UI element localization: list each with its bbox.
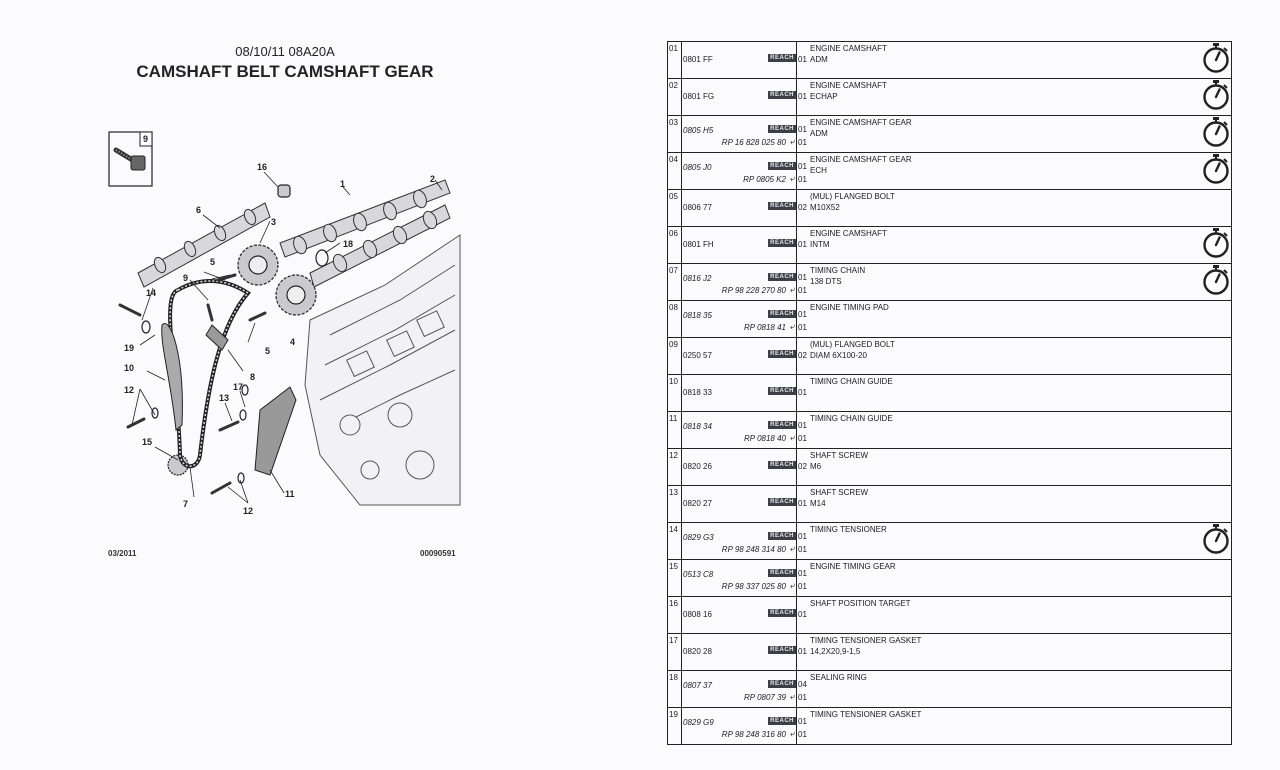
part-description: SHAFT SCREW <box>810 451 869 460</box>
stopwatch-icon <box>1202 228 1230 263</box>
description-cell <box>796 338 1231 374</box>
table-row[interactable] <box>668 338 1231 375</box>
replacement-reference[interactable]: RP 0818 40 <box>744 434 786 443</box>
replacement-quantity: 01 <box>798 138 807 147</box>
table-row[interactable] <box>668 486 1231 523</box>
callout-14: 14 <box>146 288 157 298</box>
reach-badge: REACH <box>770 610 794 616</box>
callout-19: 19 <box>124 343 135 353</box>
reach-badge: REACH <box>770 388 794 394</box>
index-cell <box>668 597 682 633</box>
row-index: 03 <box>669 118 678 127</box>
reach-badge: REACH <box>770 718 794 724</box>
reference-cell <box>681 301 797 337</box>
reference-cell <box>681 634 797 670</box>
table-row[interactable] <box>668 116 1231 153</box>
diagram-code: 00090591 <box>420 549 456 558</box>
description-cell <box>796 708 1231 744</box>
part-reference[interactable]: 0818 34 <box>683 422 712 431</box>
stopwatch-icon <box>1202 524 1230 559</box>
row-index: 01 <box>669 44 678 53</box>
quantity: 02 <box>798 351 807 360</box>
part-reference[interactable]: 0250 57 <box>683 351 712 360</box>
replacement-reference[interactable]: RP 0818 41 <box>744 323 786 332</box>
replacement-arrow-icon: ⤶ <box>789 728 795 738</box>
callout-13: 13 <box>219 393 230 403</box>
callout-10: 10 <box>124 363 135 373</box>
bolt-icon <box>116 150 145 170</box>
description-cell <box>796 79 1231 115</box>
table-row[interactable] <box>668 375 1231 412</box>
index-cell <box>668 264 682 300</box>
table-row[interactable] <box>668 190 1231 227</box>
part-description: TIMING CHAIN GUIDE <box>810 377 893 386</box>
part-specification: DIAM 6X100-20 <box>810 351 867 360</box>
replacement-quantity: 01 <box>798 545 807 554</box>
quantity: 04 <box>798 680 807 689</box>
reference-cell <box>681 708 797 744</box>
row-index: 05 <box>669 192 678 201</box>
part-reference[interactable]: 0829 G9 <box>683 718 714 727</box>
part-description: TIMING CHAIN <box>810 266 866 275</box>
row-index: 08 <box>669 303 678 312</box>
index-cell <box>668 634 682 670</box>
reach-badge: REACH <box>770 647 794 653</box>
callout-12b: 12 <box>243 506 254 516</box>
description-cell <box>796 375 1231 411</box>
part-reference[interactable]: 0816 J2 <box>683 274 712 283</box>
row-index: 13 <box>669 488 678 497</box>
table-row[interactable] <box>668 449 1231 486</box>
callout-9: 9 <box>183 273 189 283</box>
reach-badge: REACH <box>770 311 794 317</box>
part-description: ENGINE CAMSHAFT <box>810 229 887 238</box>
stopwatch-icon <box>1202 154 1230 189</box>
replacement-quantity: 01 <box>798 582 807 591</box>
quantity: 01 <box>798 569 807 578</box>
replacement-quantity: 01 <box>798 175 807 184</box>
callout-12a: 12 <box>124 385 135 395</box>
part-specification: 138 DTS <box>810 277 842 286</box>
reach-badge: REACH <box>770 92 794 98</box>
index-cell <box>668 523 682 559</box>
reference-cell <box>681 597 797 633</box>
index-cell <box>668 227 682 263</box>
callout-16: 16 <box>257 162 268 172</box>
quantity: 01 <box>798 55 807 64</box>
reference-cell <box>681 412 797 448</box>
row-index: 09 <box>669 340 678 349</box>
replacement-arrow-icon: ⤶ <box>789 691 795 701</box>
row-index: 11 <box>669 414 678 423</box>
row-index: 19 <box>669 710 678 719</box>
row-index: 17 <box>669 636 678 645</box>
table-row[interactable] <box>668 79 1231 116</box>
part-specification: ECHAP <box>810 92 838 101</box>
description-cell <box>796 153 1231 189</box>
part-description: TIMING TENSIONER GASKET <box>810 710 922 719</box>
reach-badge: REACH <box>770 274 794 280</box>
part-description: SHAFT POSITION TARGET <box>810 599 911 608</box>
row-index: 07 <box>669 266 678 275</box>
callout-5a: 5 <box>210 257 216 267</box>
part-specification: 14,2X20,9-1,5 <box>810 647 861 656</box>
index-cell <box>668 449 682 485</box>
quantity: 01 <box>798 647 807 656</box>
reference-cell <box>681 560 797 596</box>
part-description: ENGINE CAMSHAFT <box>810 44 887 53</box>
part-description: TIMING CHAIN GUIDE <box>810 414 893 423</box>
reach-badge: REACH <box>770 462 794 468</box>
reference-cell <box>681 116 797 152</box>
table-row[interactable] <box>668 523 1231 560</box>
reference-cell <box>681 153 797 189</box>
quantity: 01 <box>798 421 807 430</box>
reach-badge: REACH <box>770 240 794 246</box>
reach-badge: REACH <box>770 351 794 357</box>
parts-table <box>667 41 1232 745</box>
index-cell <box>668 42 682 78</box>
row-index: 02 <box>669 81 678 90</box>
part-reference[interactable]: 0829 G3 <box>683 533 714 542</box>
part-specification: ADM <box>810 129 828 138</box>
index-cell <box>668 338 682 374</box>
quantity: 01 <box>798 532 807 541</box>
table-row[interactable] <box>668 301 1231 338</box>
quantity: 02 <box>798 203 807 212</box>
diagram-date: 03/2011 <box>108 549 137 558</box>
part-description: ENGINE CAMSHAFT GEAR <box>810 118 912 127</box>
row-index: 04 <box>669 155 678 164</box>
quantity: 02 <box>798 462 807 471</box>
replacement-reference[interactable]: RP 98 248 316 80 <box>721 730 786 739</box>
reference-cell <box>681 338 797 374</box>
quantity: 01 <box>798 162 807 171</box>
part-description: TIMING TENSIONER <box>810 525 887 534</box>
callout-17: 17 <box>233 382 244 392</box>
row-index: 15 <box>669 562 678 571</box>
stopwatch-icon <box>1202 265 1230 300</box>
replacement-arrow-icon: ⤶ <box>789 432 795 442</box>
reach-badge: REACH <box>770 422 794 428</box>
replacement-reference[interactable]: RP 98 337 025 80 <box>721 582 786 591</box>
description-cell <box>796 301 1231 337</box>
quantity: 01 <box>798 388 807 397</box>
replacement-arrow-icon: ⤶ <box>789 173 795 183</box>
part-description: SHAFT SCREW <box>810 488 869 497</box>
description-cell <box>796 634 1231 670</box>
reference-cell <box>681 375 797 411</box>
replacement-arrow-icon: ⤶ <box>789 543 795 553</box>
part-specification: ECH <box>810 166 827 175</box>
index-cell <box>668 560 682 596</box>
callout-1: 1 <box>340 179 346 189</box>
part-reference[interactable]: 0820 26 <box>683 462 712 471</box>
table-row[interactable] <box>668 153 1231 190</box>
part-description: ENGINE TIMING GEAR <box>810 562 896 571</box>
description-cell <box>796 264 1231 300</box>
quantity: 01 <box>798 92 807 101</box>
table-row[interactable] <box>668 560 1231 597</box>
stopwatch-icon <box>1202 80 1230 115</box>
description-cell <box>796 486 1231 522</box>
part-specification: ADM <box>810 55 828 64</box>
row-index: 16 <box>669 599 678 608</box>
table-row[interactable] <box>668 597 1231 634</box>
part-reference[interactable]: 0801 FH <box>683 240 714 249</box>
row-index: 18 <box>669 673 678 682</box>
reach-badge: REACH <box>770 163 794 169</box>
callout-8: 8 <box>250 372 256 382</box>
table-row[interactable] <box>668 42 1231 79</box>
reference-cell <box>681 671 797 707</box>
reference-cell <box>681 227 797 263</box>
part-reference[interactable]: 0513 C8 <box>683 570 714 579</box>
description-cell <box>796 412 1231 448</box>
table-row[interactable] <box>668 708 1231 745</box>
replacement-arrow-icon: ⤶ <box>789 321 795 331</box>
replacement-reference[interactable]: RP 0805 K2 <box>743 175 786 184</box>
part-reference[interactable]: 0805 H5 <box>683 126 714 135</box>
reach-badge: REACH <box>770 570 794 576</box>
row-index: 12 <box>669 451 678 460</box>
table-row[interactable] <box>668 227 1231 264</box>
callout-11: 11 <box>285 489 295 499</box>
callout-2: 2 <box>430 174 436 184</box>
part-description: SEALING RING <box>810 673 867 682</box>
callout-6: 6 <box>196 205 202 215</box>
table-row[interactable] <box>668 671 1231 708</box>
part-description: ENGINE CAMSHAFT <box>810 81 887 90</box>
callout-5b: 5 <box>265 346 271 356</box>
diagram-date-code: 08/10/11 08A20A <box>235 44 335 59</box>
reach-badge: REACH <box>770 499 794 505</box>
index-cell <box>668 375 682 411</box>
replacement-quantity: 01 <box>798 434 807 443</box>
table-row[interactable] <box>668 412 1231 449</box>
reach-badge: REACH <box>770 203 794 209</box>
quantity: 01 <box>798 610 807 619</box>
index-cell <box>668 190 682 226</box>
index-cell <box>668 153 682 189</box>
replacement-quantity: 01 <box>798 323 807 332</box>
exploded-parts-diagram <box>100 125 470 525</box>
part-reference[interactable]: 0808 16 <box>683 610 712 619</box>
callout-4: 4 <box>290 337 296 347</box>
quantity: 01 <box>798 499 807 508</box>
reference-cell <box>681 190 797 226</box>
callout-18: 18 <box>343 239 354 249</box>
reference-cell <box>681 264 797 300</box>
part-reference[interactable]: 0818 33 <box>683 388 712 397</box>
part-specification: M14 <box>810 499 826 508</box>
quantity: 01 <box>798 717 807 726</box>
index-cell <box>668 116 682 152</box>
part-specification: M10X52 <box>810 203 840 212</box>
index-cell <box>668 708 682 744</box>
page-title: CAMSHAFT BELT CAMSHAFT GEAR <box>136 62 434 81</box>
part-description: ENGINE TIMING PAD <box>810 303 889 312</box>
reference-cell <box>681 486 797 522</box>
part-specification: M6 <box>810 462 822 471</box>
replacement-reference[interactable]: RP 16 828 025 80 <box>721 138 786 147</box>
reference-cell <box>681 449 797 485</box>
description-cell <box>796 449 1231 485</box>
part-specification: INTM <box>810 240 830 249</box>
replacement-reference[interactable]: RP 0807 39 <box>744 693 786 702</box>
replacement-reference[interactable]: RP 98 228 270 80 <box>721 286 786 295</box>
reach-badge: REACH <box>770 681 794 687</box>
part-reference[interactable]: 0801 FF <box>683 55 713 64</box>
part-reference[interactable]: 0805 J0 <box>683 163 712 172</box>
part-reference[interactable]: 0801 FG <box>683 92 715 101</box>
stopwatch-icon <box>1202 43 1230 78</box>
description-cell <box>796 523 1231 559</box>
part-reference[interactable]: 0807 37 <box>683 681 712 690</box>
callout-3: 3 <box>271 217 277 227</box>
quantity: 01 <box>798 240 807 249</box>
replacement-quantity: 01 <box>798 286 807 295</box>
reach-badge: REACH <box>770 126 794 132</box>
index-cell <box>668 412 682 448</box>
replacement-reference[interactable]: RP 98 248 314 80 <box>721 545 786 554</box>
replacement-quantity: 01 <box>798 693 807 702</box>
index-cell <box>668 486 682 522</box>
description-cell <box>796 190 1231 226</box>
part-reference[interactable]: 0820 27 <box>683 499 712 508</box>
part-reference[interactable]: 0818 35 <box>683 311 712 320</box>
replacement-quantity: 01 <box>798 730 807 739</box>
part-reference[interactable]: 0806 77 <box>683 203 712 212</box>
replacement-arrow-icon: ⤶ <box>789 284 795 294</box>
index-cell <box>668 79 682 115</box>
replacement-arrow-icon: ⤶ <box>789 580 795 590</box>
table-row[interactable] <box>668 634 1231 671</box>
stopwatch-icon <box>1202 117 1230 152</box>
row-index: 06 <box>669 229 678 238</box>
reach-badge: REACH <box>770 55 794 61</box>
callout-15: 15 <box>142 437 153 447</box>
description-cell <box>796 671 1231 707</box>
quantity: 01 <box>798 310 807 319</box>
row-index: 10 <box>669 377 678 386</box>
description-cell <box>796 560 1231 596</box>
part-description: ENGINE CAMSHAFT GEAR <box>810 155 912 164</box>
index-cell <box>668 671 682 707</box>
callout-7: 7 <box>183 499 189 509</box>
description-cell <box>796 116 1231 152</box>
replacement-arrow-icon: ⤶ <box>789 136 795 146</box>
part-description: (MUL) FLANGED BOLT <box>810 192 895 201</box>
index-cell <box>668 301 682 337</box>
description-cell <box>796 42 1231 78</box>
description-cell <box>796 597 1231 633</box>
reference-cell <box>681 79 797 115</box>
part-reference[interactable]: 0820 28 <box>683 647 712 656</box>
callout-9-inset: 9 <box>143 134 149 144</box>
row-index: 14 <box>669 525 678 534</box>
quantity: 01 <box>798 125 807 134</box>
part-description: (MUL) FLANGED BOLT <box>810 340 895 349</box>
reference-cell <box>681 523 797 559</box>
description-cell <box>796 227 1231 263</box>
part-description: TIMING TENSIONER GASKET <box>810 636 922 645</box>
reach-badge: REACH <box>770 533 794 539</box>
table-row[interactable] <box>668 264 1231 301</box>
quantity: 01 <box>798 273 807 282</box>
reference-cell <box>681 42 797 78</box>
